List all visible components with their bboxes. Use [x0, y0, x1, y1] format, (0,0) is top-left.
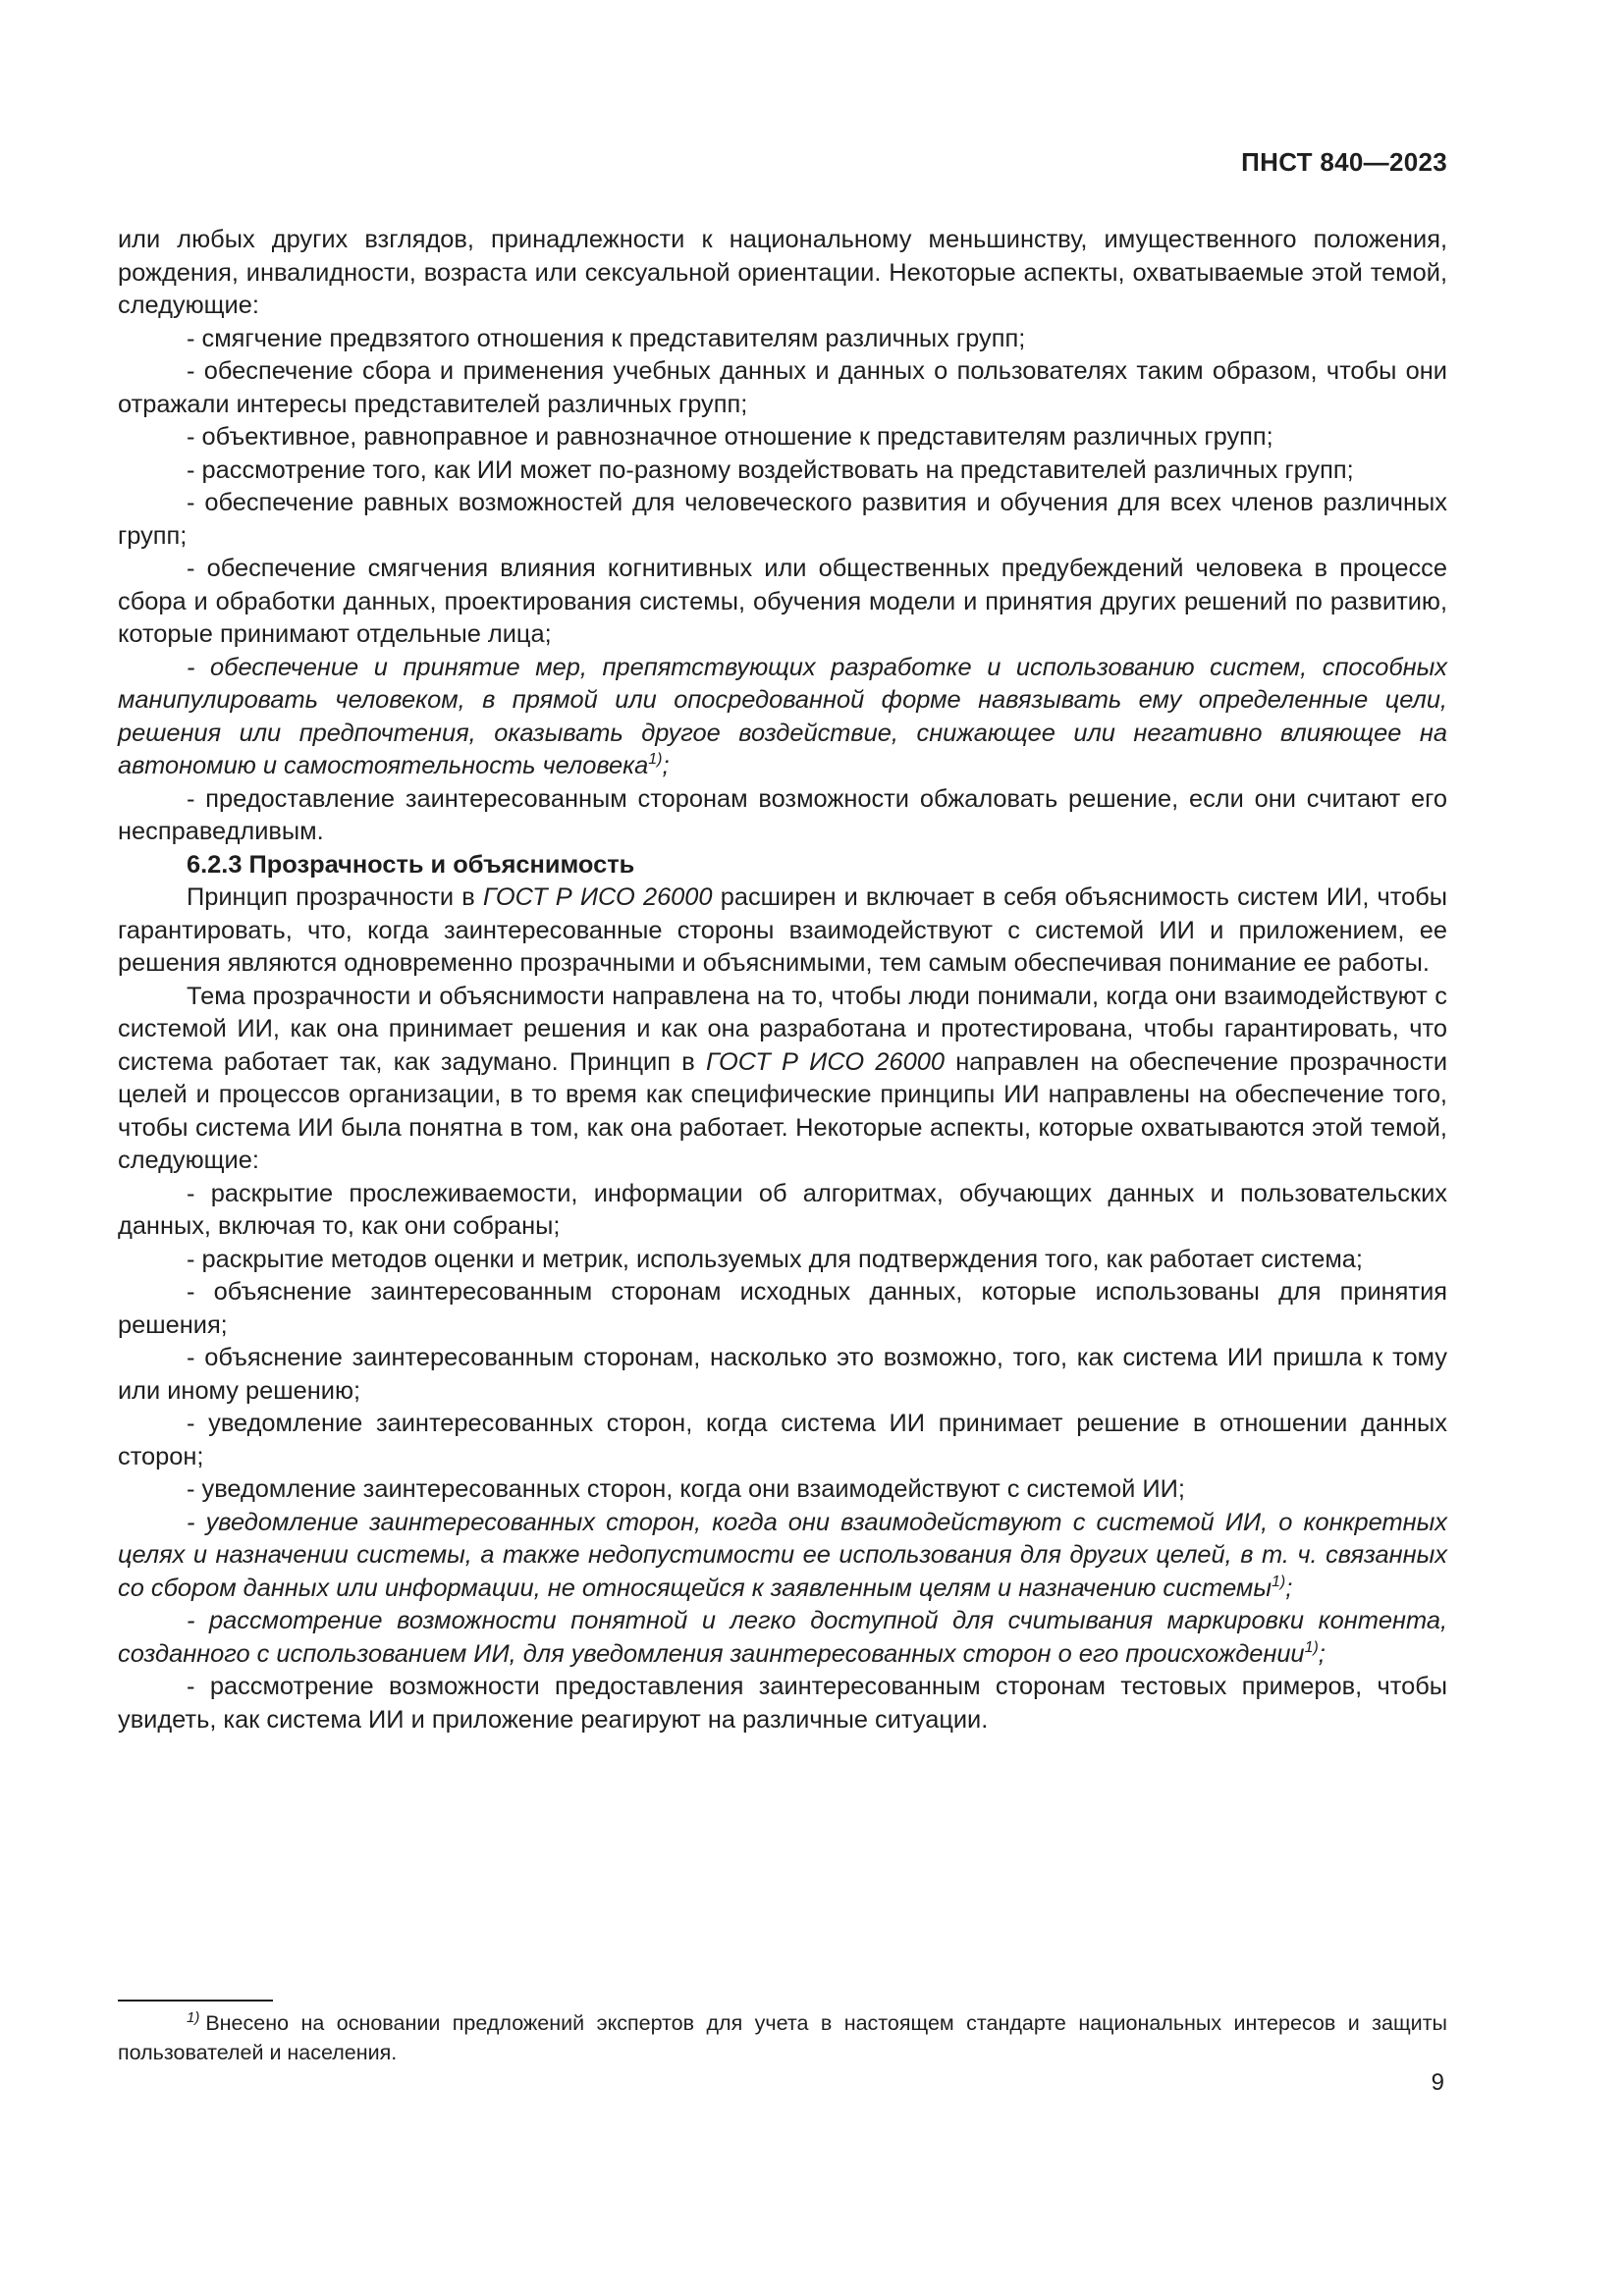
list-item: - объективное, равноправное и равнозначное отношение к представителям различных групп;	[187, 423, 1273, 451]
footnote-ref: 1)	[1272, 1573, 1286, 1590]
section-heading: 6.2.3 Прозрачность и объяснимость	[187, 850, 635, 879]
list-item: - уведомление заинтересованных сторон, когда они взаимодействуют с системой ИИ;	[187, 1475, 1185, 1503]
footnote-text: Внесено на основании предложений экспертов для учета в настоящем стандарте национальных интересов и защиты пользователей и населения.	[118, 2011, 1447, 2064]
paragraph: Принцип прозрачности в ГОСТ Р ИСО 26000 расширен и включает в себя объяснимость систем ИИ, чтобы гарантировать, что, когда заинтересованные стороны взаимодействуют с системой ИИ и приложением, ее решения являются одновременно прозрачными и объяснимыми, тем самым обеспечивая понимание ее работы.	[118, 883, 1447, 977]
paragraph: или любых других взглядов, принадлежности к национальному меньшинству, имущественного положения, рождения, инвалидности, возраста или сексуальной ориентации. Некоторые аспекты, охватываемые этой темой, следующие:	[118, 226, 1447, 319]
footnote-mark: 1)	[187, 2009, 200, 2026]
footnote-divider	[118, 2000, 273, 2002]
footnote	[118, 2008, 1447, 2067]
standard-reference: ГОСТ Р ИСО 26000	[706, 1047, 946, 1076]
list-item-italic: - рассмотрение возможности понятной и легко доступной для считывания маркировки контента, созданного с использованием ИИ, для уведомления заинтересованных сторон о его происхождении$^{1)}$;	[118, 1607, 1447, 1668]
list-item: - рассмотрение того, как ИИ может по-разному воздействовать на представителей различных групп;	[187, 455, 1354, 484]
list-item: - уведомление заинтересованных сторон, когда система ИИ принимает решение в отношении данных сторон;	[118, 1410, 1447, 1470]
list-item: - объяснение заинтересованным сторонам, насколько это возможно, того, как система ИИ пришла к тому или иному решению;	[118, 1344, 1447, 1405]
list-item: - раскрытие методов оценки и метрик, используемых для подтверждения того, как работает система;	[187, 1245, 1363, 1273]
document-number-header: ПНСТ 840—2023	[1241, 147, 1447, 177]
list-item: - раскрытие прослеживаемости, информации об алгоритмах, обучающих данных и пользовательских данных, включая то, как они собраны;	[118, 1179, 1447, 1240]
footnote-ref: 1)	[648, 751, 663, 768]
list-item: - рассмотрение возможности предоставления заинтересованным сторонам тестовых примеров, чтобы увидеть, как система ИИ и приложение реагируют на различные ситуации.	[118, 1673, 1447, 1734]
list-item: - обеспечение сбора и применения учебных данных и данных о пользователях таким образом, чтобы они отражали интересы представителей различных групп;	[118, 357, 1447, 418]
body-text	[118, 224, 1447, 1736]
list-item: - смягчение предвзятого отношения к представителям различных групп;	[187, 324, 1026, 352]
paragraph: Тема прозрачности и объяснимости направлена на то, чтобы люди понимали, когда они взаимодействуют с системой ИИ, как она принимает решения и как она разработана и протестирована, чтобы гарантировать, что система работает так, как задумано. Принцип в ГОСТ Р ИСО 26000 направлен на обеспечение прозрачности целей и процессов организации, в то время как специфические принципы ИИ направлены на обеспечение того, чтобы система ИИ была понятна в том, как она работает. Некоторые аспекты, которые охватываются этой темой, следующие:	[118, 982, 1448, 1174]
list-item-italic: - уведомление заинтересованных сторон, когда они взаимодействуют с системой ИИ, о конкретных целях и назначении системы, а также недопустимости ее использования для других целей, в т. ч. связанных со сбором данных или информации, не относящейся к заявленным целям и назначению системы$^{1)}$;	[118, 1508, 1447, 1602]
page-number: 9	[1431, 2069, 1444, 2096]
list-item: - обеспечение равных возможностей для человеческого развития и обучения для всех членов различных групп;	[118, 489, 1447, 550]
list-item: - обеспечение смягчения влияния когнитивных или общественных предубеждений человека в процессе сбора и обработки данных, проектирования системы, обучения модели и принятия других решений по развитию, которые принимают отдельные лица;	[118, 555, 1447, 648]
footnote-ref: 1)	[1304, 1638, 1319, 1656]
list-item: - объяснение заинтересованным сторонам исходных данных, которые использованы для принятия решения;	[118, 1278, 1447, 1339]
list-item-italic: - обеспечение и принятие мер, препятствующих разработке и использованию систем, способных манипулировать человеком, в прямой или опосредованной форме навязывать ему определенные цели, решения или предпочтения, оказывать другое воздействие, снижающее или негативно влияющее на автономию и самостоятельность человека$^{1)}$;	[118, 653, 1447, 779]
standard-reference: ГОСТ Р ИСО 26000	[482, 883, 713, 911]
list-item: - предоставление заинтересованным сторонам возможности обжаловать решение, если они считают его несправедливым.	[118, 784, 1447, 845]
